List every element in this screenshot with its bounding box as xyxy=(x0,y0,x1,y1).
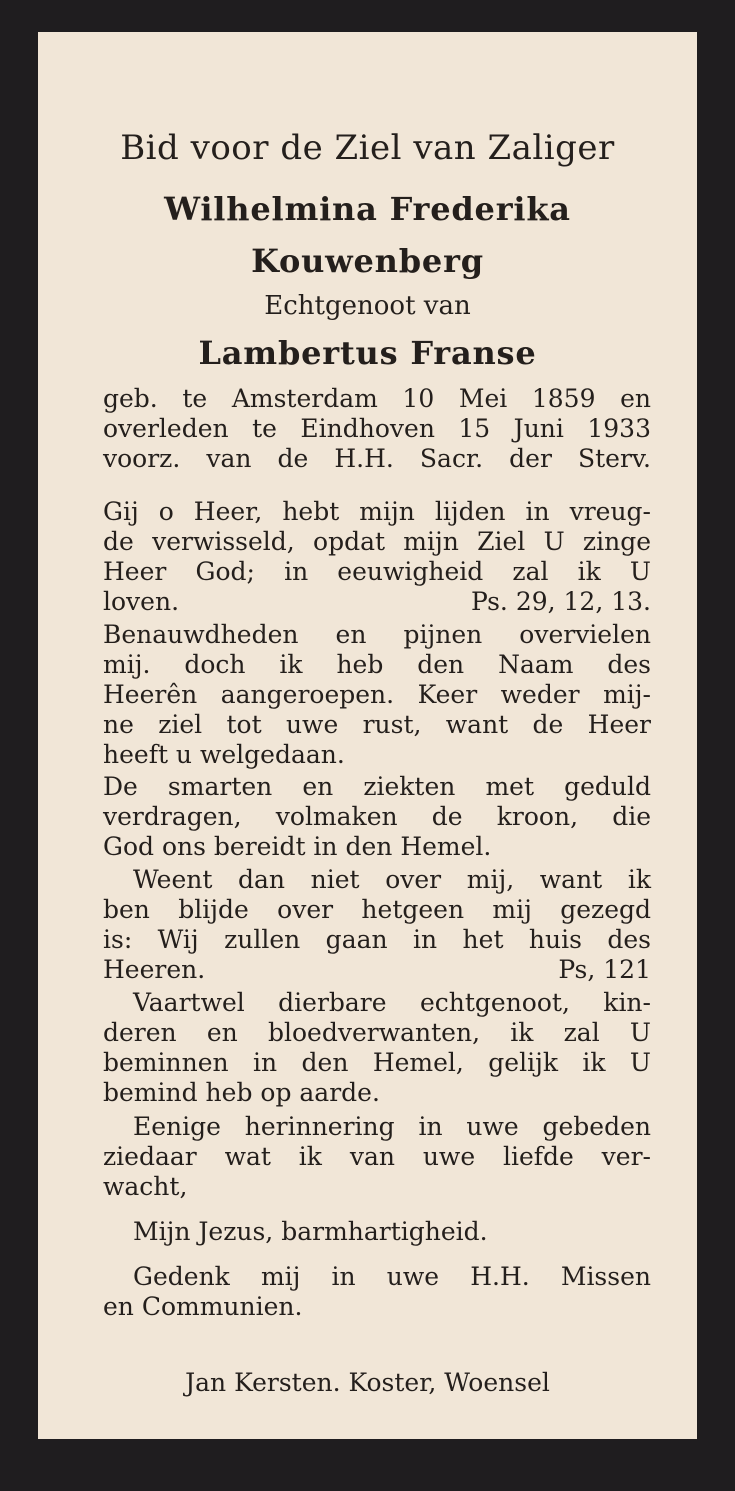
prayer-heading: Bid voor de Ziel van Zaliger xyxy=(120,128,615,168)
text-line: Weent dan niet over mij, want ik xyxy=(133,865,651,894)
text-line: ne ziel tot uwe rust, want de Heer xyxy=(103,710,651,739)
psalm-reference: Ps. 29, 12, 13. xyxy=(470,587,651,616)
death-line: overleden te Eindhoven 15 Juni 1933 xyxy=(103,414,651,443)
text-line: en Communien. xyxy=(103,1292,303,1321)
text-line: deren en bloedverwanten, ik zal U xyxy=(103,1018,651,1047)
text-line: bemind heb op aarde. xyxy=(103,1078,380,1107)
psalm-reference-line-2 xyxy=(103,955,651,985)
spouse-label: Echtgenoot van xyxy=(264,291,471,321)
text-line: Gedenk mij in uwe H.H. Missen xyxy=(133,1262,651,1291)
text-line: Mijn Jezus, barmhartigheid. xyxy=(133,1217,488,1246)
text-fragment: loven. xyxy=(103,587,180,616)
text-line: Vaartwel dierbare echtgenoot, kin- xyxy=(133,988,651,1017)
psalm-reference-line-1 xyxy=(103,587,651,617)
birth-line: geb. te Amsterdam 10 Mei 1859 en xyxy=(103,384,651,413)
psalm-reference: Ps, 121 xyxy=(558,955,651,984)
text-line: de verwisseld, opdat mijn Ziel U zinge xyxy=(103,527,651,556)
deceased-name-line1: Wilhelmina Frederika xyxy=(164,190,571,228)
text-line: is: Wij zullen gaan in het huis des xyxy=(103,925,651,954)
text-line: Eenige herinnering in uwe gebeden xyxy=(133,1112,651,1141)
memorial-card-paper xyxy=(38,32,697,1439)
text-line: mij. doch ik heb den Naam des xyxy=(103,650,651,679)
printer-credit: Jan Kersten. Koster, Woensel xyxy=(185,1368,550,1397)
text-line: Benauwdheden en pijnen overvielen xyxy=(103,620,651,649)
spouse-name: Lambertus Franse xyxy=(198,334,537,372)
text-fragment: Heeren. xyxy=(103,955,206,984)
text-line: Heer God; in eeuwigheid zal ik U xyxy=(103,557,651,586)
text-line: Gij o Heer, hebt mijn lijden in vreug- xyxy=(103,497,651,526)
text-line: heeft u welgedaan. xyxy=(103,740,345,769)
text-line: Heerên aangeroepen. Keer weder mij- xyxy=(103,680,651,709)
text-line: beminnen in den Hemel, gelijk ik U xyxy=(103,1048,651,1077)
text-line: ziedaar wat ik van uwe liefde ver- xyxy=(103,1142,651,1171)
deceased-name-line2: Kouwenberg xyxy=(251,242,484,280)
text-line: God ons bereidt in den Hemel. xyxy=(103,832,492,861)
text-line: verdragen, volmaken de kroon, die xyxy=(103,802,651,831)
sacraments-line: voorz. van de H.H. Sacr. der Sterv. xyxy=(103,444,651,473)
text-line: ben blijde over hetgeen mij gezegd xyxy=(103,895,651,924)
text-line: De smarten en ziekten met geduld xyxy=(103,772,651,801)
text-line: wacht, xyxy=(103,1172,188,1201)
